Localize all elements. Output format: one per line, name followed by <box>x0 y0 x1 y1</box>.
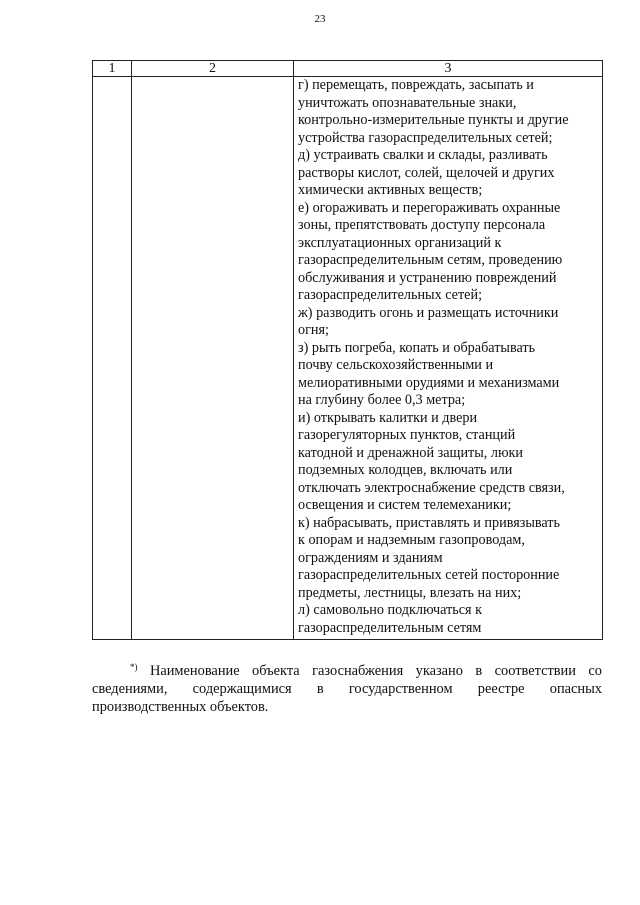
table-row <box>93 77 603 640</box>
list-item: предметы, лестницы, влезать на них; <box>298 584 522 601</box>
list-item: г) перемещать, повреждать, засыпать и <box>298 77 534 93</box>
list-item: газораспределительных сетей посторонние <box>298 567 560 583</box>
list-item: и) открывать калитки и двери <box>298 409 478 426</box>
list-item: зоны, препятствовать доступу персонала <box>298 217 546 233</box>
list-item: обслуживания и устранению повреждений <box>298 269 557 286</box>
list-item: устройства газораспределительных сетей; <box>298 129 553 146</box>
table-header-row <box>93 61 603 77</box>
footnote-line-1 <box>92 658 602 680</box>
footnote-line-3: производственных объектов. <box>92 699 269 715</box>
list-item: е) огораживать и перегораживать охранные <box>298 199 561 216</box>
column-header-3: 3 <box>294 61 603 77</box>
list-item: д) устраивать свалки и склады, разливать <box>298 147 548 163</box>
column-3-cell <box>294 77 603 640</box>
list-item: растворы кислот, солей, щелочей и других <box>298 164 555 181</box>
list-item: ограждениям и зданиям <box>298 549 443 566</box>
list-item: отключать электроснабжение средств связи, <box>298 479 565 496</box>
list-item: газорегуляторных пунктов, станций <box>298 427 516 443</box>
footnote-line-2: сведениями, содержащимися в государственном реестре опасных <box>92 681 602 697</box>
list-item: газораспределительным сетям <box>298 619 482 636</box>
list-item: газораспределительным сетям, проведению <box>298 252 563 268</box>
page-number: 23 <box>314 13 326 25</box>
column-header-1: 1 <box>93 61 132 77</box>
list-item: мелиоративными орудиями и механизмами <box>298 374 560 391</box>
list-item: эксплуатационных организаций к <box>298 234 502 251</box>
list-item: контрольно-измерительные пункты и другие <box>298 112 569 128</box>
list-item: огня; <box>298 322 329 338</box>
footnote-marker: *) <box>130 662 138 672</box>
list-item: уничтожать опознавательные знаки, <box>298 94 517 111</box>
list-item: к) набрасывать, приставлять и привязывать <box>298 514 560 531</box>
list-item: подземных колодцев, включать или <box>298 462 513 478</box>
list-item: химически активных веществ; <box>298 182 483 198</box>
list-item: катодной и дренажной защиты, люки <box>298 444 524 461</box>
list-item: к опорам и надземным газопроводам, <box>298 532 525 548</box>
list-item: почву сельскохозяйственными и <box>298 357 494 373</box>
footnote <box>92 658 602 716</box>
list-item: л) самовольно подключаться к <box>298 602 483 618</box>
list-item: з) рыть погреба, копать и обрабатывать <box>298 339 536 356</box>
column-1-cell <box>93 77 132 640</box>
list-item: освещения и систем телемеханики; <box>298 497 512 513</box>
list-item: газораспределительных сетей; <box>298 287 483 303</box>
list-item: на глубину более 0,3 метра; <box>298 392 466 408</box>
footnote-text-1: Наименование объекта газоснабжения указано в соответствии со <box>149 663 602 679</box>
column-2-cell <box>132 77 294 640</box>
requirements-table <box>92 60 603 640</box>
column-header-2: 2 <box>132 61 294 77</box>
list-item: ж) разводить огонь и размещать источники <box>298 304 559 321</box>
